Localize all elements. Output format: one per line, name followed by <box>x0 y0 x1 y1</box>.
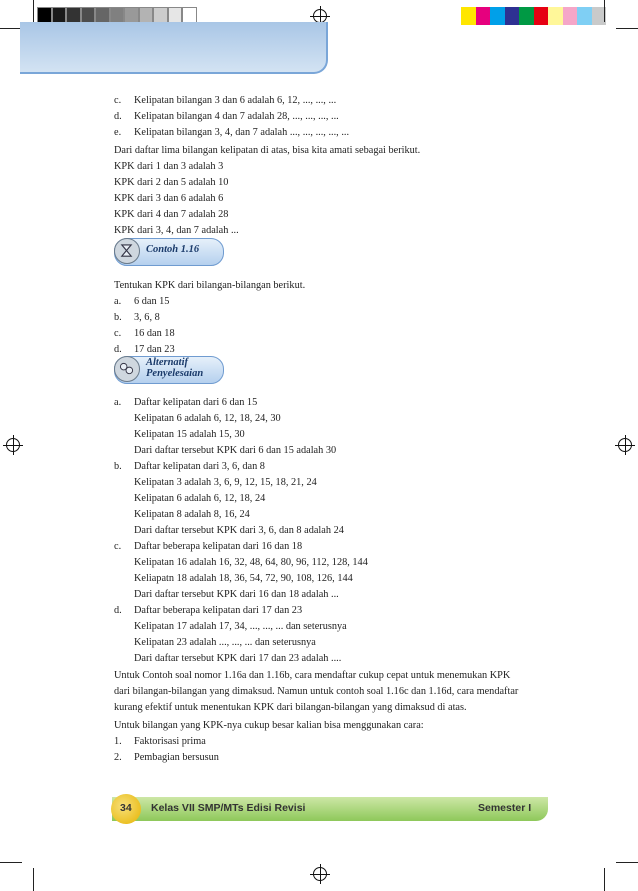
closing-paragraph: Untuk Contoh soal nomor 1.16a dan 1.16b, cara mendaftar cukup cepat untuk menemukan KPK dari bilangan-bilangan yang dimaksud. Namun untuk contoh soal 1.16c dan 1.16d, cara mendaftar kurang efektif untuk menentukan KPK dari bilangan-bilangan yang dimaksud di atas. <box>114 670 519 713</box>
color-swatch <box>461 7 476 25</box>
paragraph: Untuk bilangan yang KPK-nya cukup besar kalian bisa menggunakan cara: <box>114 720 424 731</box>
crop-mark <box>0 862 22 863</box>
crop-mark <box>33 868 34 891</box>
solution-body <box>114 395 368 667</box>
registration-mark-icon <box>618 438 632 452</box>
kpk-observations <box>114 143 420 239</box>
page-number: 34 <box>120 802 132 814</box>
paragraph: Tentukan KPK dari bilangan-bilangan berikut. <box>114 280 306 291</box>
color-swatch <box>577 7 592 25</box>
solution-title: Alternatif Penyelesaian <box>146 357 204 379</box>
crop-mark <box>33 0 34 22</box>
list-item: c. 16 dan 18 <box>114 328 175 339</box>
methods-section <box>114 718 424 766</box>
color-swatch <box>519 7 534 25</box>
hourglass-icon <box>114 238 140 264</box>
color-swatch <box>476 7 491 25</box>
solution-part-a: a. Daftar kelipatan dari 6 dan 15 Kelipatan 6 adalah 6, 12, 18, 24, 30 Kelipatan 15 adalah 15, 30 Dari daftar tersebut KPK dari 6 dan 15 adalah 30 <box>114 397 337 456</box>
kpk-line: KPK dari 3 dan 6 adalah 6 <box>114 193 224 204</box>
crop-mark <box>616 862 638 863</box>
kpk-line: KPK dari 3, 4, dan 7 adalah ... <box>114 225 239 236</box>
solution-part-c: c. Daftar beberapa kelipatan dari 16 dan 18 Kelipatan 16 adalah 16, 32, 48, 64, 80, 96, 112, 128, 144 Keliapatn 18 adalah 18, 36, 54, 72, 90, 108, 126, 144 Dari daftar tersebut KPK dari 16 dan 18 adalah ... <box>114 541 368 600</box>
crop-mark <box>604 868 605 891</box>
color-swatch <box>490 7 505 25</box>
kpk-line: KPK dari 4 dan 7 adalah 28 <box>114 209 229 220</box>
gears-icon <box>114 356 140 382</box>
kpk-line: KPK dari 1 dan 3 adalah 3 <box>114 161 224 172</box>
crop-mark <box>616 28 638 29</box>
example-title: Contoh 1.16 <box>146 244 200 255</box>
registration-mark-icon <box>6 438 20 452</box>
list-item: d. 17 dan 23 <box>114 344 175 355</box>
solution-part-b: b. Daftar kelipatan dari 3, 6, dan 8 Kelipatan 3 adalah 3, 6, 9, 12, 15, 18, 21, 24 Kelipatan 6 adalah 6, 12, 18, 24 Kelipatan 8 adalah 8, 16, 24 Dari daftar tersebut KPK dari 3, 6, dan 8 adalah 24 <box>114 461 344 536</box>
paragraph: Dari daftar lima bilangan kelipatan di atas, bisa kita amati sebagai berikut. <box>114 145 421 156</box>
example-body <box>114 278 305 358</box>
color-swatch <box>534 7 549 25</box>
registration-mark-icon <box>313 867 327 881</box>
header-banner <box>20 22 328 74</box>
list-item: a. 6 dan 15 <box>114 296 170 307</box>
solution-part-d: d. Daftar beberapa kelipatan dari 17 dan 23 Kelipatan 17 adalah 17, 34, ..., ..., ... dan seterusnya Kelipatan 23 adalah ..., ..., ... dan seterusnya Dari daftar tersebut KPK dari 17 dan 23 adalah .... <box>114 605 347 664</box>
crop-mark <box>0 28 22 29</box>
list-item: 1. Faktorisasi prima <box>114 736 206 747</box>
color-calibration-bar <box>461 7 606 25</box>
list-item: b. 3, 6, 8 <box>114 312 160 323</box>
color-swatch <box>563 7 578 25</box>
semester-label: Semester I <box>478 802 532 814</box>
list-item: 2. Pembagian bersusun <box>114 752 219 763</box>
book-title: Kelas VII SMP/MTs Edisi Revisi <box>151 802 306 814</box>
kpk-line: KPK dari 2 dan 5 adalah 10 <box>114 177 229 188</box>
crop-mark <box>604 0 605 22</box>
color-swatch <box>548 7 563 25</box>
registration-mark-icon <box>313 9 327 23</box>
color-swatch <box>505 7 520 25</box>
